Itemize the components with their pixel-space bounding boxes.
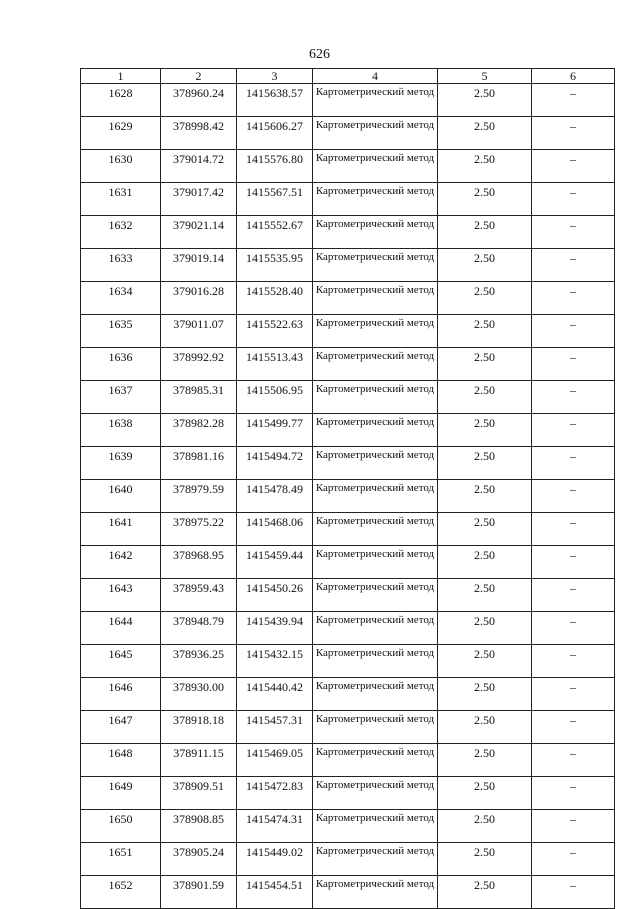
y-coordinate-cell: 1415449.02 [237,843,313,876]
method-cell: Картометрический метод [313,645,438,678]
method-cell: Картометрический метод [313,381,438,414]
table-row [81,216,615,249]
y-coordinate-cell: 1415638.57 [237,84,313,117]
note-cell: – [532,546,615,579]
x-coordinate-cell: 378982.28 [161,414,237,447]
method-cell: Картометрический метод [313,183,438,216]
point-number-cell: 1644 [81,612,161,645]
table-header [81,69,615,84]
accuracy-cell: 2.50 [438,315,532,348]
x-coordinate-cell: 378936.25 [161,645,237,678]
point-number-cell: 1635 [81,315,161,348]
y-coordinate-cell: 1415513.43 [237,348,313,381]
table-row [81,579,615,612]
y-coordinate-cell: 1415457.31 [237,711,313,744]
point-number-cell: 1642 [81,546,161,579]
point-number-cell: 1647 [81,711,161,744]
y-coordinate-cell: 1415528.40 [237,282,313,315]
point-number-cell: 1636 [81,348,161,381]
accuracy-cell: 2.50 [438,711,532,744]
note-cell: – [532,480,615,513]
table-row [81,381,615,414]
x-coordinate-cell: 378975.22 [161,513,237,546]
x-coordinate-cell: 379011.07 [161,315,237,348]
table-row [81,150,615,183]
y-coordinate-cell: 1415468.06 [237,513,313,546]
method-cell: Картометрический метод [313,612,438,645]
y-coordinate-cell: 1415567.51 [237,183,313,216]
x-coordinate-cell: 378981.16 [161,447,237,480]
note-cell: – [532,216,615,249]
table-row [81,84,615,117]
point-number-cell: 1651 [81,843,161,876]
table-row [81,843,615,876]
x-coordinate-cell: 378948.79 [161,612,237,645]
y-coordinate-cell: 1415454.51 [237,876,313,909]
table-row [81,744,615,777]
note-cell: – [532,579,615,612]
note-cell: – [532,810,615,843]
accuracy-cell: 2.50 [438,678,532,711]
x-coordinate-cell: 378908.85 [161,810,237,843]
accuracy-cell: 2.50 [438,84,532,117]
x-coordinate-cell: 378901.59 [161,876,237,909]
accuracy-cell: 2.50 [438,579,532,612]
accuracy-cell: 2.50 [438,249,532,282]
note-cell: – [532,348,615,381]
method-cell: Картометрический метод [313,315,438,348]
accuracy-cell: 2.50 [438,810,532,843]
method-cell: Картометрический метод [313,711,438,744]
point-number-cell: 1633 [81,249,161,282]
note-cell: – [532,513,615,546]
y-coordinate-cell: 1415535.95 [237,249,313,282]
method-cell: Картометрический метод [313,216,438,249]
y-coordinate-cell: 1415432.15 [237,645,313,678]
accuracy-cell: 2.50 [438,480,532,513]
table-row [81,711,615,744]
table-row [81,183,615,216]
note-cell: – [532,612,615,645]
note-cell: – [532,183,615,216]
table-row [81,315,615,348]
table-body [81,84,615,909]
x-coordinate-cell: 379017.42 [161,183,237,216]
point-number-cell: 1643 [81,579,161,612]
accuracy-cell: 2.50 [438,744,532,777]
point-number-cell: 1634 [81,282,161,315]
method-cell: Картометрический метод [313,513,438,546]
column-header-1: 1 [81,69,161,84]
method-cell: Картометрический метод [313,348,438,381]
column-header-6: 6 [532,69,615,84]
table-row [81,546,615,579]
point-number-cell: 1629 [81,117,161,150]
note-cell: – [532,315,615,348]
method-cell: Картометрический метод [313,810,438,843]
note-cell: – [532,843,615,876]
note-cell: – [532,249,615,282]
table-row [81,513,615,546]
accuracy-cell: 2.50 [438,612,532,645]
point-number-cell: 1641 [81,513,161,546]
y-coordinate-cell: 1415440.42 [237,678,313,711]
accuracy-cell: 2.50 [438,645,532,678]
point-number-cell: 1637 [81,381,161,414]
column-header-2: 2 [161,69,237,84]
method-cell: Картометрический метод [313,447,438,480]
method-cell: Картометрический метод [313,282,438,315]
method-cell: Картометрический метод [313,249,438,282]
x-coordinate-cell: 378909.51 [161,777,237,810]
coordinates-table [80,68,615,909]
page-number: 626 [309,47,330,62]
method-cell: Картометрический метод [313,579,438,612]
point-number-cell: 1648 [81,744,161,777]
point-number-cell: 1638 [81,414,161,447]
accuracy-cell: 2.50 [438,381,532,414]
point-number-cell: 1640 [81,480,161,513]
table-row [81,612,615,645]
table-row [81,249,615,282]
note-cell: – [532,84,615,117]
y-coordinate-cell: 1415472.83 [237,777,313,810]
table-row [81,282,615,315]
method-cell: Картометрический метод [313,414,438,447]
note-cell: – [532,711,615,744]
accuracy-cell: 2.50 [438,216,532,249]
y-coordinate-cell: 1415469.05 [237,744,313,777]
x-coordinate-cell: 378918.18 [161,711,237,744]
table-row [81,678,615,711]
point-number-cell: 1631 [81,183,161,216]
note-cell: – [532,447,615,480]
x-coordinate-cell: 378992.92 [161,348,237,381]
x-coordinate-cell: 379019.14 [161,249,237,282]
accuracy-cell: 2.50 [438,876,532,909]
y-coordinate-cell: 1415552.67 [237,216,313,249]
accuracy-cell: 2.50 [438,348,532,381]
point-number-cell: 1639 [81,447,161,480]
table-row [81,117,615,150]
x-coordinate-cell: 378960.24 [161,84,237,117]
accuracy-cell: 2.50 [438,777,532,810]
y-coordinate-cell: 1415478.49 [237,480,313,513]
x-coordinate-cell: 379014.72 [161,150,237,183]
point-number-cell: 1632 [81,216,161,249]
y-coordinate-cell: 1415606.27 [237,117,313,150]
point-number-cell: 1646 [81,678,161,711]
x-coordinate-cell: 379016.28 [161,282,237,315]
method-cell: Картометрический метод [313,84,438,117]
column-header-3: 3 [237,69,313,84]
x-coordinate-cell: 378959.43 [161,579,237,612]
note-cell: – [532,678,615,711]
y-coordinate-cell: 1415499.77 [237,414,313,447]
note-cell: – [532,282,615,315]
note-cell: – [532,744,615,777]
note-cell: – [532,414,615,447]
method-cell: Картометрический метод [313,150,438,183]
accuracy-cell: 2.50 [438,183,532,216]
accuracy-cell: 2.50 [438,513,532,546]
table-row [81,447,615,480]
column-header-5: 5 [438,69,532,84]
y-coordinate-cell: 1415494.72 [237,447,313,480]
note-cell: – [532,777,615,810]
point-number-cell: 1645 [81,645,161,678]
x-coordinate-cell: 378905.24 [161,843,237,876]
accuracy-cell: 2.50 [438,546,532,579]
point-number-cell: 1649 [81,777,161,810]
method-cell: Картометрический метод [313,546,438,579]
accuracy-cell: 2.50 [438,447,532,480]
table-row [81,414,615,447]
x-coordinate-cell: 378985.31 [161,381,237,414]
note-cell: – [532,117,615,150]
y-coordinate-cell: 1415474.31 [237,810,313,843]
note-cell: – [532,381,615,414]
note-cell: – [532,150,615,183]
method-cell: Картометрический метод [313,876,438,909]
table-row [81,810,615,843]
accuracy-cell: 2.50 [438,150,532,183]
method-cell: Картометрический метод [313,117,438,150]
method-cell: Картометрический метод [313,777,438,810]
table-row [81,348,615,381]
y-coordinate-cell: 1415450.26 [237,579,313,612]
y-coordinate-cell: 1415439.94 [237,612,313,645]
x-coordinate-cell: 378979.59 [161,480,237,513]
y-coordinate-cell: 1415522.63 [237,315,313,348]
point-number-cell: 1628 [81,84,161,117]
method-cell: Картометрический метод [313,678,438,711]
accuracy-cell: 2.50 [438,843,532,876]
table-row [81,645,615,678]
point-number-cell: 1650 [81,810,161,843]
accuracy-cell: 2.50 [438,117,532,150]
column-header-4: 4 [313,69,438,84]
x-coordinate-cell: 379021.14 [161,216,237,249]
accuracy-cell: 2.50 [438,282,532,315]
method-cell: Картометрический метод [313,744,438,777]
x-coordinate-cell: 378968.95 [161,546,237,579]
method-cell: Картометрический метод [313,843,438,876]
point-number-cell: 1652 [81,876,161,909]
point-number-cell: 1630 [81,150,161,183]
note-cell: – [532,645,615,678]
method-cell: Картометрический метод [313,480,438,513]
y-coordinate-cell: 1415506.95 [237,381,313,414]
table-row [81,480,615,513]
note-cell: – [532,876,615,909]
header-row [81,69,615,84]
x-coordinate-cell: 378930.00 [161,678,237,711]
x-coordinate-cell: 378998.42 [161,117,237,150]
accuracy-cell: 2.50 [438,414,532,447]
table-row [81,777,615,810]
y-coordinate-cell: 1415459.44 [237,546,313,579]
y-coordinate-cell: 1415576.80 [237,150,313,183]
x-coordinate-cell: 378911.15 [161,744,237,777]
